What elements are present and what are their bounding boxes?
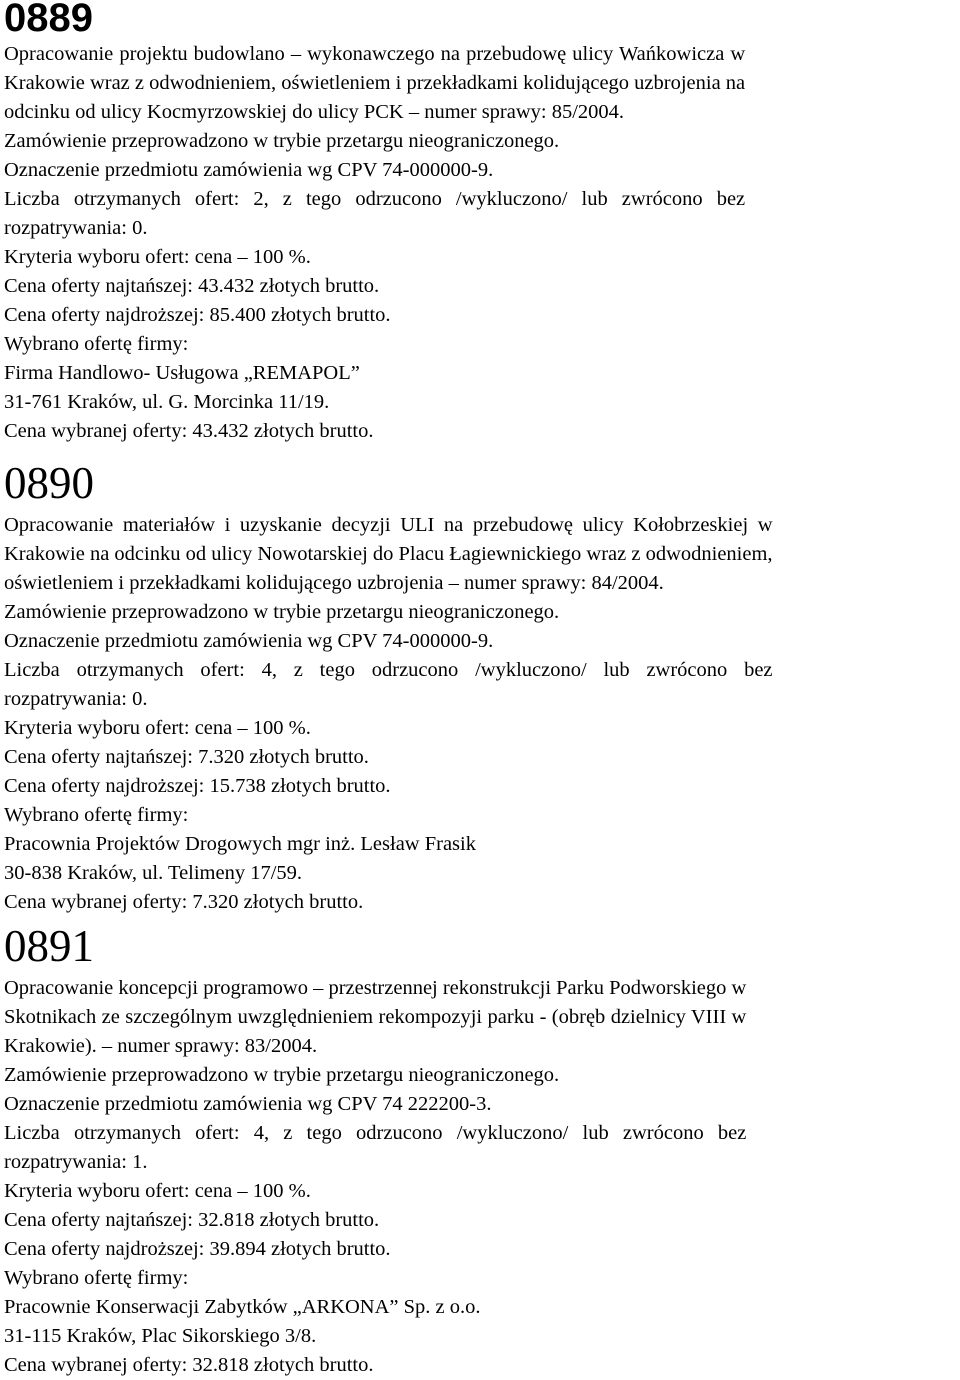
- entry-0889: [4, 0, 745, 446]
- firm-name: Pracownie Konserwacji Zabytków „ARKONA” Sp. z o.o.: [4, 1296, 481, 1318]
- most-expensive-offer: Cena oferty najdroższej: 39.894 złotych brutto.: [4, 1238, 391, 1260]
- description-line: odcinku od ulicy Kocmyrzowskiej do ulicy PCK – numer sprawy: 85/2004.: [4, 101, 625, 123]
- description-line: Krakowie wraz z odwodnieniem, oświetleniem i przekładkami kolidującego uzbrojenia na: [4, 72, 746, 94]
- procurement-mode: Zamówienie przeprowadzono w trybie przetargu nieograniczonego.: [4, 130, 560, 152]
- offers-count-cont: rozpatrywania: 0.: [4, 688, 148, 710]
- description-line: Opracowanie projektu budowlano – wykonawczego na przebudowę ulicy Wańkowicza w: [4, 43, 746, 65]
- firm-address: 31-761 Kraków, ul. G. Morcinka 11/19.: [4, 391, 330, 413]
- entry-number: 0889: [4, 0, 93, 40]
- entry-number: 0891: [4, 921, 94, 971]
- firm-name: Pracownia Projektów Drogowych mgr inż. Lesław Frasik: [4, 833, 476, 855]
- entry-body: [4, 511, 773, 917]
- entry-body: [4, 974, 746, 1380]
- description-line: Krakowie). – numer sprawy: 83/2004.: [4, 1035, 318, 1057]
- offers-count: Liczba otrzymanych ofert: 2, z tego odrzucono /wykluczono/ lub zwrócono bez: [4, 188, 746, 210]
- entry-0890: [4, 459, 773, 917]
- cpv-code: Oznaczenie przedmiotu zamówienia wg CPV 74-000000-9.: [4, 630, 494, 652]
- offers-count: Liczba otrzymanych ofert: 4, z tego odrzucono /wykluczono/ lub zwrócono bez: [4, 1122, 747, 1144]
- chosen-label: Wybrano ofertę firmy:: [4, 804, 189, 826]
- cheapest-offer: Cena oferty najtańszej: 32.818 złotych brutto.: [4, 1209, 380, 1231]
- description-line: Opracowanie materiałów i uzyskanie decyzji ULI na przebudowę ulicy Kołobrzeskiej w: [4, 514, 773, 536]
- procurement-mode: Zamówienie przeprowadzono w trybie przetargu nieograniczonego.: [4, 1064, 560, 1086]
- selection-criteria: Kryteria wyboru ofert: cena – 100 %.: [4, 1180, 311, 1202]
- chosen-label: Wybrano ofertę firmy:: [4, 1267, 189, 1289]
- firm-name: Firma Handlowo- Usługowa „REMAPOL”: [4, 362, 360, 384]
- cheapest-offer: Cena oferty najtańszej: 43.432 złotych brutto.: [4, 275, 380, 297]
- cpv-code: Oznaczenie przedmiotu zamówienia wg CPV 74-000000-9.: [4, 159, 494, 181]
- most-expensive-offer: Cena oferty najdroższej: 15.738 złotych brutto.: [4, 775, 391, 797]
- cheapest-offer: Cena oferty najtańszej: 7.320 złotych brutto.: [4, 746, 369, 768]
- cpv-code: Oznaczenie przedmiotu zamówienia wg CPV 74 222200-3.: [4, 1093, 492, 1115]
- chosen-price: Cena wybranej oferty: 7.320 złotych brutto.: [4, 891, 364, 913]
- description-line: Krakowie na odcinku od ulicy Nowotarskiej do Placu Łagiewnickiego wraz z odwodnieniem,: [4, 543, 773, 565]
- entry-number: 0890: [4, 458, 94, 508]
- offers-count-cont: rozpatrywania: 1.: [4, 1151, 148, 1173]
- chosen-price: Cena wybranej oferty: 43.432 złotych brutto.: [4, 420, 374, 442]
- offers-count-cont: rozpatrywania: 0.: [4, 217, 148, 239]
- description-line: oświetleniem i przekładkami kolidującego uzbrojenia – numer sprawy: 84/2004.: [4, 572, 664, 594]
- firm-address: 31-115 Kraków, Plac Sikorskiego 3/8.: [4, 1325, 317, 1347]
- chosen-price: Cena wybranej oferty: 32.818 złotych brutto.: [4, 1354, 374, 1376]
- procurement-mode: Zamówienie przeprowadzono w trybie przetargu nieograniczonego.: [4, 601, 560, 623]
- selection-criteria: Kryteria wyboru ofert: cena – 100 %.: [4, 717, 311, 739]
- most-expensive-offer: Cena oferty najdroższej: 85.400 złotych brutto.: [4, 304, 391, 326]
- entry-0891: [4, 922, 746, 1380]
- description-line: Opracowanie koncepcji programowo – przestrzennej rekonstrukcji Parku Podworskiego w: [4, 977, 747, 999]
- firm-address: 30-838 Kraków, ul. Telimeny 17/59.: [4, 862, 303, 884]
- chosen-label: Wybrano ofertę firmy:: [4, 333, 189, 355]
- selection-criteria: Kryteria wyboru ofert: cena – 100 %.: [4, 246, 311, 268]
- description-line: Skotnikach ze szczególnym uwzględnieniem rekompozyji parku - (obręb dzielnicy VIII w: [4, 1006, 747, 1028]
- entry-body: [4, 40, 745, 446]
- offers-count: Liczba otrzymanych ofert: 4, z tego odrzucono /wykluczono/ lub zwrócono bez: [4, 659, 773, 681]
